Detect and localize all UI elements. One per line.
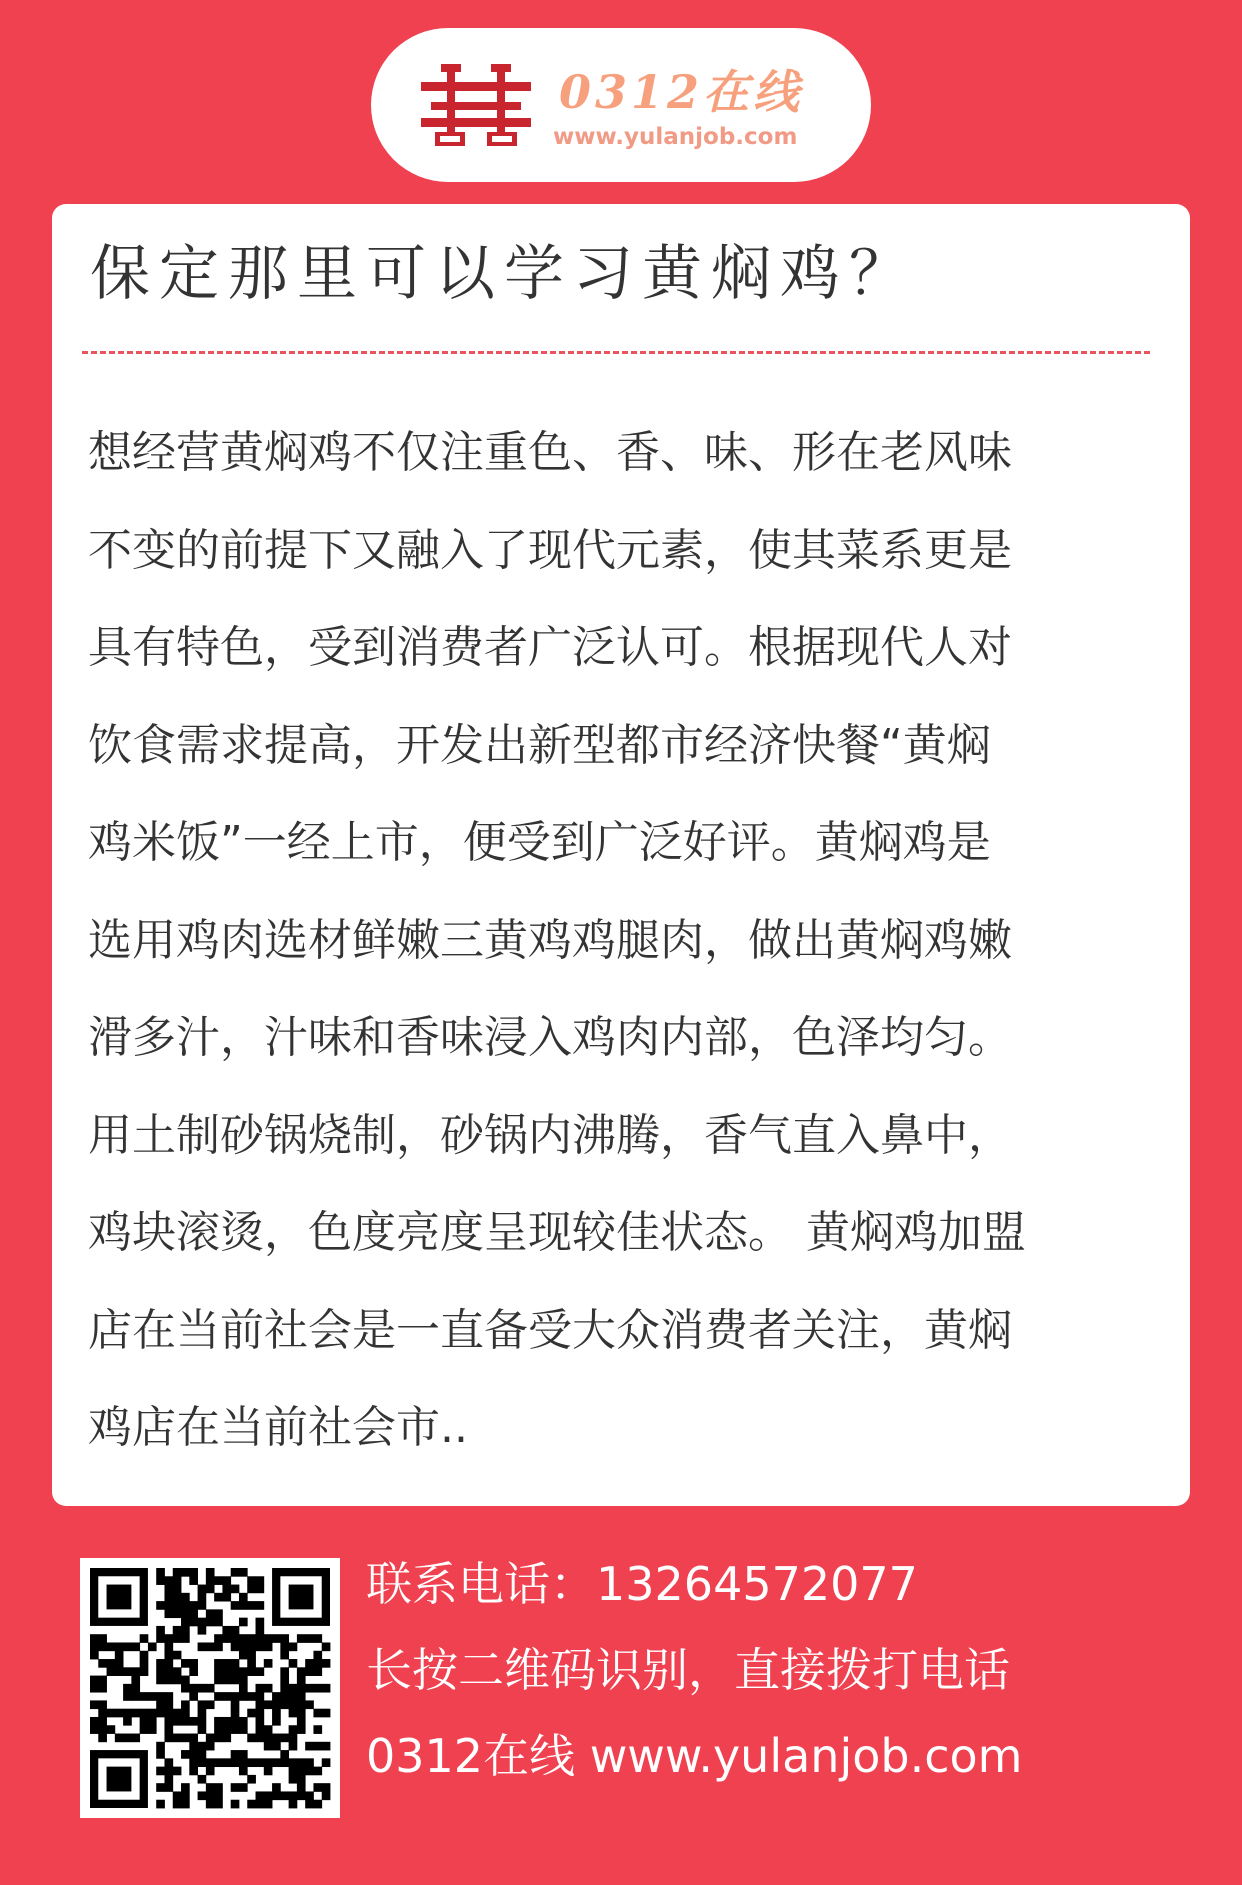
article-line: 鸡米饭”一经上市，便受到广泛好评。黄焖鸡是 [88,817,991,868]
article-line: 选用鸡肉选材鲜嫩三黄鸡鸡腿肉，做出黄焖鸡嫩 [88,914,1012,966]
article-body [88,404,1168,1477]
logo-banner [371,28,871,182]
article-card [52,204,1190,1506]
article-line: 店在当前社会是一直备受大众消费者关注，黄焖 [88,1304,1012,1356]
article-line: 想经营黄焖鸡不仅注重色、香、味、形在老风味 [88,427,1012,478]
qr-code[interactable] [80,1558,340,1818]
phone-line[interactable]: 联系电话：13264572077 [366,1557,918,1611]
title-divider [82,351,1150,354]
article-line: 用土制砂锅烧制，砂锅内沸腾，香气直入鼻中， [88,1109,1012,1161]
article-line: 饮食需求提高，开发出新型都市经济快餐“黄焖 [88,719,991,771]
call-hint-line: 长按二维码识别，直接拨打电话 [366,1643,1010,1697]
article-line: 不变的前提下又融入了现代元素，使其菜系更是 [88,524,1012,576]
article-line: 滑多汁，汁味和香味浸入鸡肉内部，色泽均匀。 [88,1012,1012,1063]
article-line: 鸡店在当前社会市.. [88,1402,468,1453]
article-line: 具有特色，受到消费者广泛认可。根据现代人对 [88,622,1012,673]
logo-url: www.yulanjob.com [553,124,798,150]
double-happiness-icon [421,62,531,148]
article-line: 鸡块滚烫，色度亮度呈现较佳状态。 黄焖鸡加盟 [88,1207,1026,1258]
logo-title: 0312在线 [559,65,804,119]
article-title: 保定那里可以学习黄焖鸡？ [90,239,918,309]
site-line[interactable]: 0312在线 www.yulanjob.com [366,1729,1023,1783]
qr-code-icon [80,1558,340,1818]
